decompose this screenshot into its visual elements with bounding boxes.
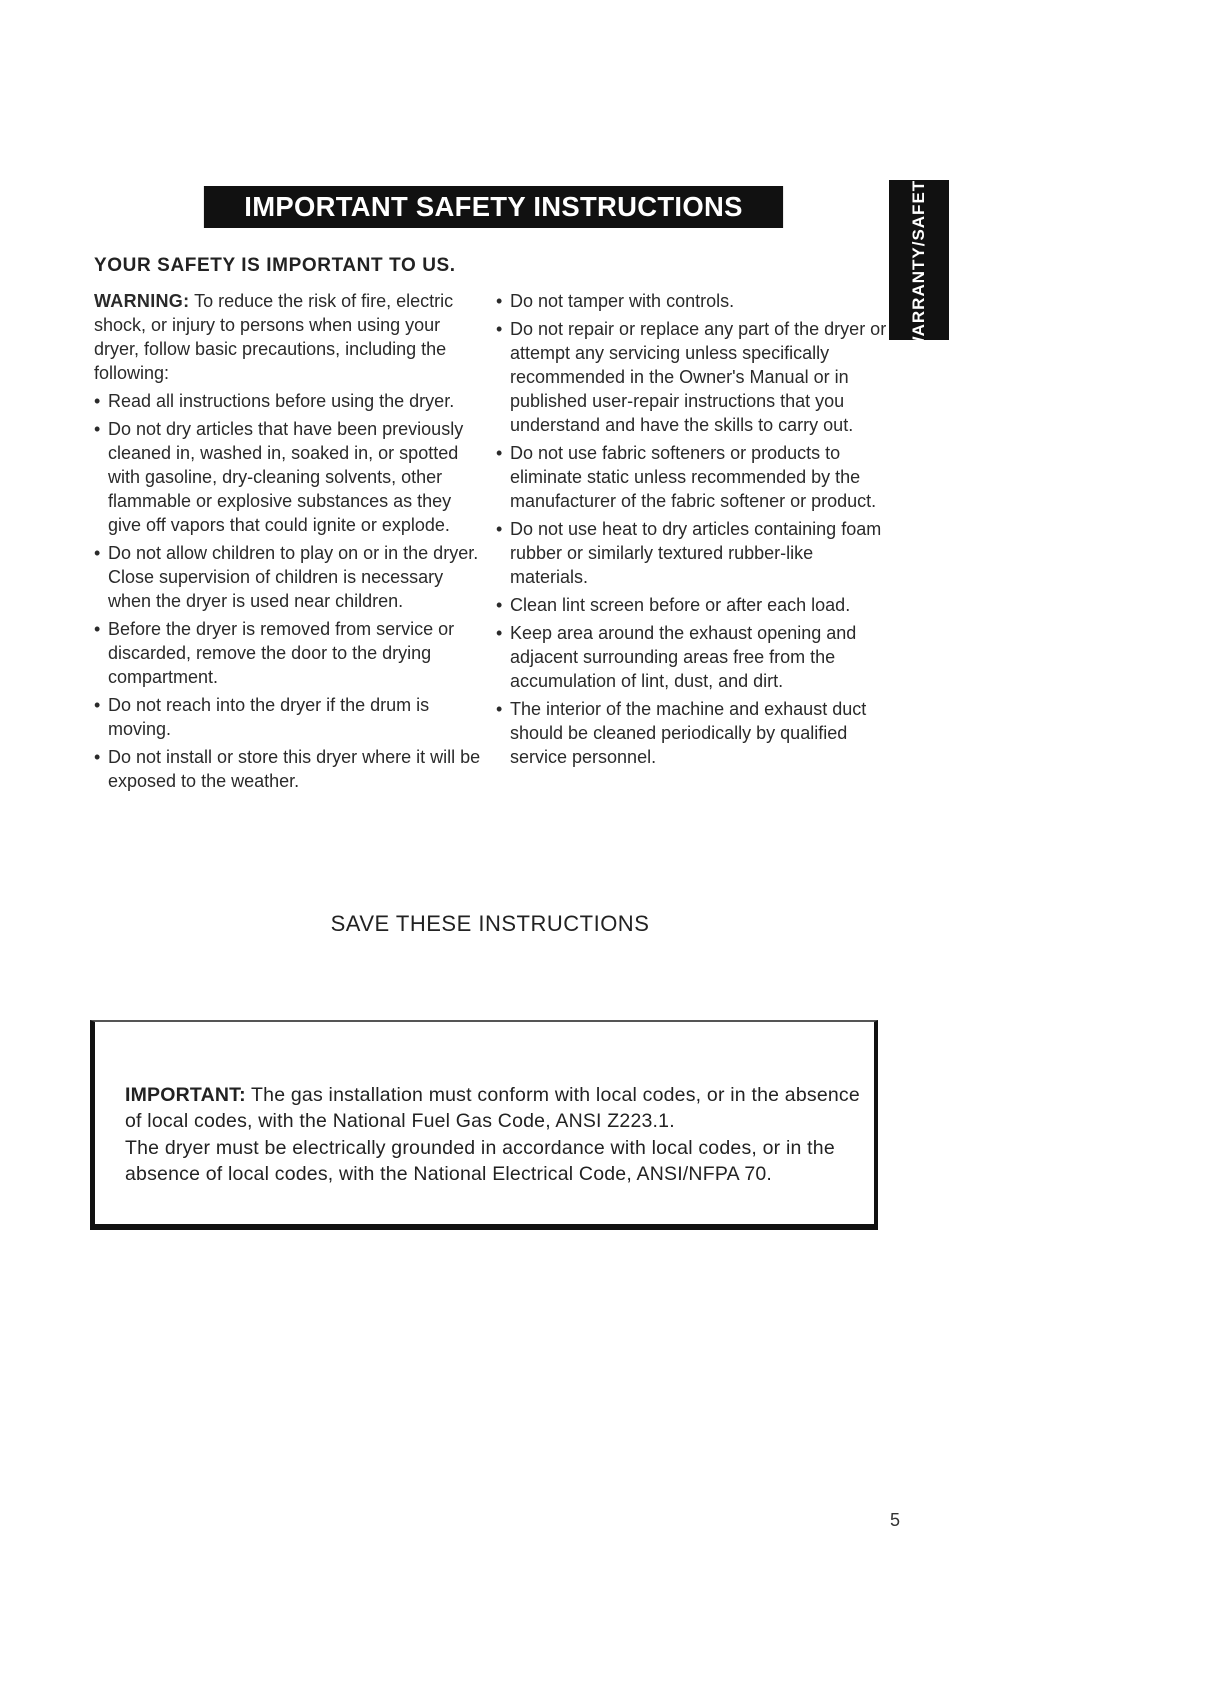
page-title-banner: IMPORTANT SAFETY INSTRUCTIONS	[204, 186, 783, 228]
notice-paragraph-gas	[125, 1082, 865, 1134]
list-item: • Keep area around the exhaust opening and adjacent surrounding areas free from the accumulation of lint, dust, and dirt.	[496, 621, 896, 693]
left-bullet-list	[94, 389, 489, 793]
notice-paragraph-electric: The dryer must be electrically grounded in accordance with local codes, or in the absence of local codes, with the National Electrical Code, ANSI/NFPA 70.	[125, 1137, 835, 1185]
list-item: • Do not tamper with controls.	[496, 289, 896, 313]
list-item: • Do not allow children to play on or in the dryer. Close supervision of children is necessary when the dryer is used near children.	[94, 541, 489, 613]
warning-paragraph	[94, 289, 489, 385]
list-item: • Read all instructions before using the dryer.	[94, 389, 489, 413]
right-bullet-list	[496, 289, 896, 769]
warning-label: WARNING:	[94, 291, 190, 311]
list-item: • Do not reach into the dryer if the drum is moving.	[94, 693, 489, 741]
right-column	[496, 289, 896, 773]
list-item: • The interior of the machine and exhaust duct should be cleaned periodically by qualified service personnel.	[496, 697, 896, 769]
list-item: • Clean lint screen before or after each load.	[496, 593, 896, 617]
list-item: • Before the dryer is removed from service or discarded, remove the door to the drying compartment.	[94, 617, 489, 689]
save-instructions-heading: SAVE THESE INSTRUCTIONS	[330, 911, 650, 936]
left-column	[94, 289, 489, 797]
list-item: • Do not repair or replace any part of the dryer or attempt any servicing unless specifically recommended in the Owner's Manual or in published user-repair instructions that you understand and have the skills to carry out.	[496, 317, 896, 437]
page-number: 5	[890, 1510, 901, 1530]
section-heading: YOUR SAFETY IS IMPORTANT TO US.	[94, 255, 456, 276]
list-item: • Do not install or store this dryer where it will be exposed to the weather.	[94, 745, 489, 793]
important-notice-box	[90, 1020, 878, 1230]
warning-text: To reduce the risk of fire, electric shock, or injury to persons when using your dryer, follow basic precautions, including the following:	[94, 291, 454, 383]
notice-text-gas: The gas installation must conform with local codes, or in the absence of local codes, with the National Fuel Gas Code, ANSI Z223.1.	[125, 1084, 860, 1132]
section-side-tab	[889, 167, 949, 353]
notice-label: IMPORTANT:	[125, 1084, 246, 1106]
list-item: • Do not use fabric softeners or products to eliminate static unless recommended by the manufacturer of the fabric softener or product.	[496, 441, 896, 513]
side-tab-label: WARRANTY/SAFETY	[909, 167, 928, 353]
list-item: • Do not dry articles that have been previously cleaned in, washed in, soaked in, or spotted with gasoline, dry-cleaning solvents, other flammable or explosive substances as they give off vapors that could ignite or explode.	[94, 417, 489, 537]
list-item: • Do not use heat to dry articles containing foam rubber or similarly textured rubber-like materials.	[496, 517, 896, 589]
